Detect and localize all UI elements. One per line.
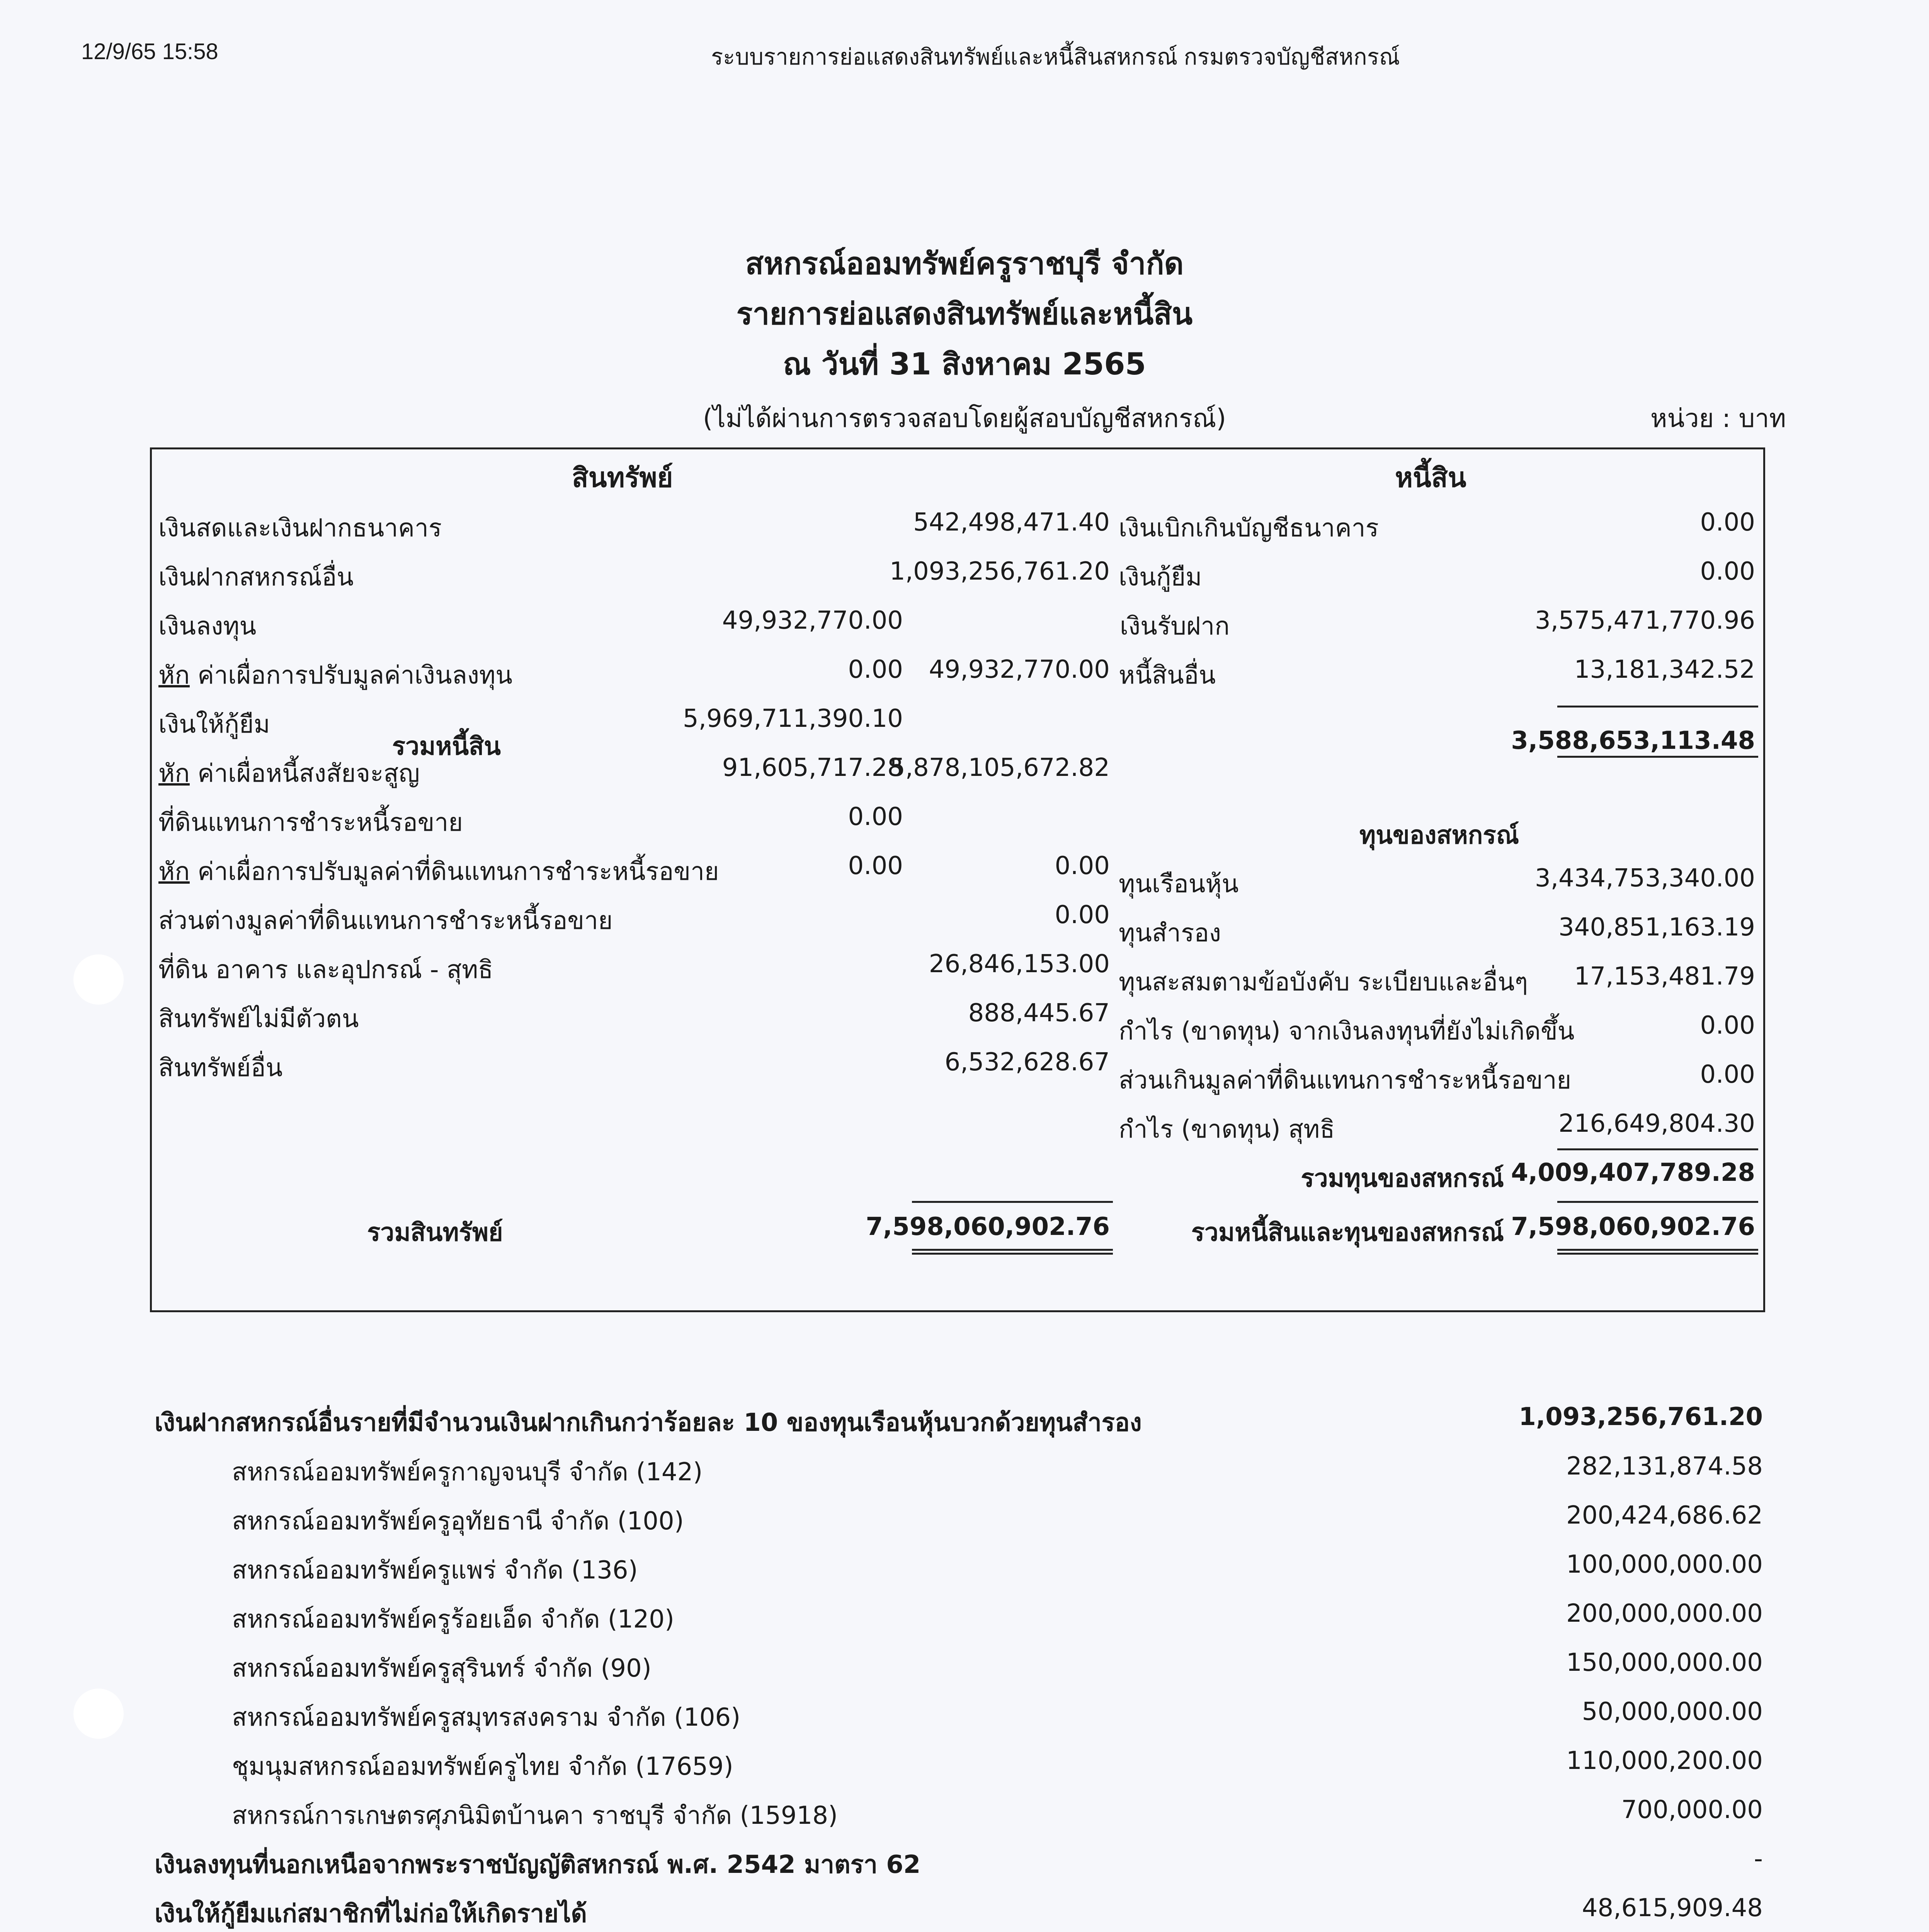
total-liabilities-value: 3,588,653,113.48: [1511, 726, 1755, 755]
total-equity-value: 4,009,407,789.28: [1511, 1158, 1755, 1187]
total-liabilities-label: รวมหนี้สิน: [392, 732, 501, 761]
other-item-label: เงินลงทุนที่นอกเหนือจากพระราชบัญญัติสหกรณ์ พ.ศ. 2542 มาตรา 62: [155, 1850, 921, 1879]
liability-row-label: หนี้สินอื่น: [1119, 661, 1216, 690]
liability-row-value: 0.00: [1700, 508, 1755, 537]
equity-row-value: 3,434,753,340.00: [1535, 864, 1755, 893]
binder-hole-top: [73, 954, 124, 1005]
total-liabilities-underline: [1557, 756, 1758, 758]
system-title: ระบบรายการย่อแสดงสินทรัพย์และหนี้สินสหกรณ์ กรมตรวจบัญชีสหกรณ์: [711, 44, 1400, 70]
other-item-label: เงินให้กู้ยืมแก่สมาชิกที่ไม่ก่อให้เกิดรายได้: [155, 1900, 587, 1928]
asset-row-label: [158, 852, 719, 891]
deposit-cooperative-name: ชุมนุมสหกรณ์ออมทรัพย์ครูไทย จำกัด (17659): [232, 1752, 733, 1781]
total-assets-label: รวมสินทรัพย์: [367, 1218, 503, 1247]
asset-row-amount: 0.00: [1055, 852, 1110, 880]
asset-label-text: เงินให้กู้ยืม: [158, 710, 270, 739]
audit-note: (ไม่ได้ผ่านการตรวจสอบโดยผู้สอบบัญชีสหกรณ์): [703, 403, 1226, 433]
asset-row-label: [158, 999, 359, 1038]
asset-row-label: [158, 753, 420, 793]
liability-row-label: เงินรับฝาก: [1120, 612, 1230, 641]
deposits-heading: เงินฝากสหกรณ์อื่นรายที่มีจำนวนเงินฝากเกินกว่าร้อยละ 10 ของทุนเรือนหุ้นบวกด้วยทุนสำรอง: [155, 1408, 1142, 1437]
asset-row-subamount: 0.00: [848, 803, 903, 831]
liability-row-value: 0.00: [1700, 557, 1755, 586]
assets-heading: สินทรัพย์: [572, 462, 673, 493]
deposit-cooperative-name: สหกรณ์ออมทรัพย์ครูกาญจนบุรี จำกัด (142): [232, 1458, 703, 1486]
print-datetime: 12/9/65 15:58: [81, 39, 218, 64]
asset-label-text: ค่าเผื่อการปรับมูลค่าที่ดินแทนการชำระหนี้รอขาย: [189, 857, 719, 886]
asset-label-text: เงินสดและเงินฝากธนาคาร: [158, 514, 442, 543]
other-item-value: 48,615,909.48: [1582, 1894, 1763, 1922]
deduct-prefix: หัก: [158, 759, 190, 788]
deposits-heading-value: 1,093,256,761.20: [1519, 1403, 1763, 1431]
equity-row-label: ส่วนเกินมูลค่าที่ดินแทนการชำระหนี้รอขาย: [1119, 1066, 1572, 1095]
deposit-amount: 50,000,000.00: [1582, 1697, 1763, 1726]
equity-row-label: ทุนสะสมตามข้อบังคับ ระเบียบและอื่นๆ: [1119, 968, 1528, 997]
total-equity-label: รวมทุนของสหกรณ์: [1301, 1164, 1504, 1193]
asset-row-label: [158, 606, 256, 646]
deposit-amount: 200,000,000.00: [1566, 1599, 1763, 1628]
equity-row-value: 0.00: [1700, 1060, 1755, 1089]
total-assets-value: 7,598,060,902.76: [866, 1213, 1110, 1241]
deposit-cooperative-name: สหกรณ์ออมทรัพย์ครูอุทัยธานี จำกัด (100): [232, 1507, 684, 1536]
asset-row-amount: 6,532,628.67: [944, 1048, 1110, 1077]
asset-row-amount: 1,093,256,761.20: [890, 557, 1110, 586]
deposit-amount: 150,000,000.00: [1566, 1648, 1763, 1677]
equity-row-label: ทุนสำรอง: [1119, 919, 1221, 947]
total-liabilities-topline: [1557, 706, 1758, 707]
asset-label-text: เงินลงทุน: [158, 612, 257, 641]
cooperative-name: สหกรณ์ออมทรัพย์ครูราชบุรี จำกัด: [745, 247, 1184, 281]
asset-row-label: [158, 704, 270, 744]
deposit-amount: 110,000,200.00: [1566, 1747, 1763, 1775]
deposit-amount: 200,424,686.62: [1566, 1501, 1763, 1530]
asset-row-amount: 888,445.67: [968, 999, 1110, 1027]
asset-label-text: ที่ดินแทนการชำระหนี้รอขาย: [158, 808, 463, 837]
equity-row-label: กำไร (ขาดทุน) จากเงินลงทุนที่ยังไม่เกิดขึ้น: [1119, 1017, 1575, 1046]
asset-row-label: [158, 508, 442, 548]
liability-row-value: 13,181,342.52: [1574, 655, 1755, 684]
asset-row-subamount: 0.00: [848, 655, 903, 684]
total-assets-topline: [912, 1201, 1113, 1203]
deposit-amount: 700,000.00: [1621, 1796, 1763, 1824]
equity-row-value: 0.00: [1700, 1011, 1755, 1040]
equity-row-value: 340,851,163.19: [1558, 913, 1755, 942]
grand-total-label: รวมหนี้สินและทุนของสหกรณ์: [1191, 1218, 1504, 1247]
liability-row-value: 3,575,471,770.96: [1535, 606, 1755, 635]
asset-row-subamount: 0.00: [848, 852, 903, 880]
deposit-amount: 100,000,000.00: [1566, 1550, 1763, 1579]
equity-row-label: กำไร (ขาดทุน) สุทธิ: [1119, 1115, 1335, 1144]
asset-row-amount: 26,846,153.00: [929, 950, 1110, 978]
asset-label-text: เงินฝากสหกรณ์อื่น: [158, 563, 354, 592]
asset-row-label: [158, 1048, 282, 1087]
equity-row-value: 17,153,481.79: [1574, 962, 1755, 991]
asset-row-label: [158, 901, 612, 940]
asset-row-amount: 542,498,471.40: [913, 508, 1110, 537]
unit-label: หน่วย : บาท: [1650, 403, 1786, 433]
liability-row-label: เงินเบิกเกินบัญชีธนาคาร: [1119, 514, 1379, 543]
asset-label-text: สินทรัพย์ไม่มีตัวตน: [158, 1005, 359, 1033]
asset-row-amount: 49,932,770.00: [929, 655, 1110, 684]
deposit-cooperative-name: สหกรณ์การเกษตรศุภนิมิตบ้านคา ราชบุรี จำกัด (15918): [232, 1801, 838, 1830]
binder-hole-bottom: [73, 1689, 124, 1739]
equity-row-label: ทุนเรือนหุ้น: [1119, 870, 1239, 898]
asset-row-label: [158, 557, 354, 597]
total-assets-double-underline: [912, 1249, 1113, 1255]
asset-row-label: [158, 803, 463, 842]
asset-label-text: ส่วนต่างมูลค่าที่ดินแทนการชำระหนี้รอขาย: [158, 906, 613, 935]
liabilities-heading: หนี้สิน: [1395, 462, 1466, 493]
asset-row-label: [158, 655, 512, 695]
deduct-prefix: หัก: [158, 661, 190, 690]
asset-row-subamount: 5,969,711,390.10: [683, 704, 903, 733]
report-date: ณ วันที่ 31 สิงหาคม 2565: [783, 347, 1146, 382]
deposit-cooperative-name: สหกรณ์ออมทรัพย์ครูแพร่ จำกัด (136): [232, 1556, 638, 1585]
asset-row-label: [158, 950, 493, 989]
liability-row-label: เงินกู้ยืม: [1119, 563, 1202, 592]
report-title: รายการย่อแสดงสินทรัพย์และหนี้สิน: [736, 297, 1193, 332]
deposit-amount: 282,131,874.58: [1566, 1452, 1763, 1481]
grand-total-double-underline: [1557, 1249, 1758, 1255]
asset-label-text: ค่าเผื่อการปรับมูลค่าเงินลงทุน: [189, 661, 512, 690]
asset-row-subamount: 49,932,770.00: [722, 606, 903, 635]
deposit-cooperative-name: สหกรณ์ออมทรัพย์ครูสุรินทร์ จำกัด (90): [232, 1654, 652, 1683]
deposit-cooperative-name: สหกรณ์ออมทรัพย์ครูร้อยเอ็ด จำกัด (120): [232, 1605, 674, 1634]
asset-label-text: ที่ดิน อาคาร และอุปกรณ์ - สุทธิ: [158, 956, 493, 984]
other-item-value: -: [1754, 1845, 1763, 1873]
asset-row-amount: 0.00: [1055, 901, 1110, 929]
equity-row-value: 216,649,804.30: [1558, 1109, 1755, 1138]
grand-total-topline: [1557, 1201, 1758, 1203]
asset-row-subamount: 91,605,717.28: [722, 753, 903, 782]
total-equity-topline: [1557, 1148, 1758, 1150]
asset-label-text: สินทรัพย์อื่น: [158, 1054, 283, 1082]
equity-heading: ทุนของสหกรณ์: [1359, 821, 1519, 850]
deposit-cooperative-name: สหกรณ์ออมทรัพย์ครูสมุทรสงคราม จำกัด (106): [232, 1703, 741, 1732]
asset-label-text: ค่าเผื่อหนี้สงสัยจะสูญ: [189, 759, 420, 788]
asset-row-amount: 5,878,105,672.82: [890, 753, 1110, 782]
deduct-prefix: หัก: [158, 857, 190, 886]
grand-total-value: 7,598,060,902.76: [1511, 1213, 1755, 1241]
